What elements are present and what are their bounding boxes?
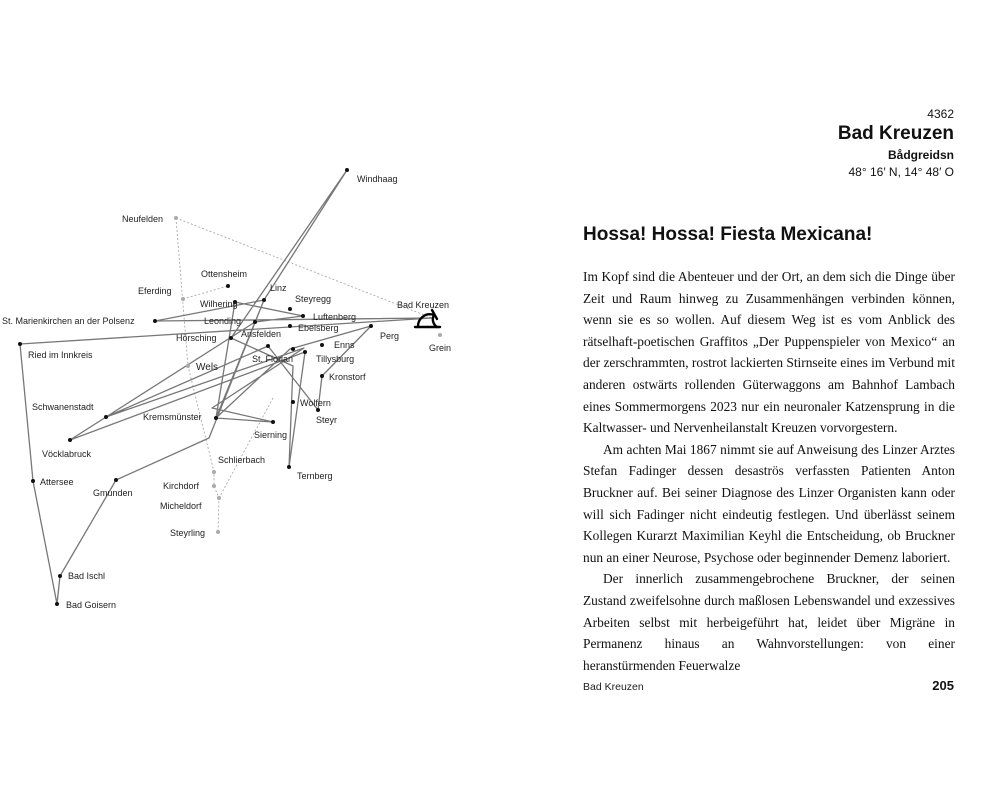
label-badischl: Bad Ischl	[68, 571, 106, 581]
marker-voecklabruck	[68, 438, 72, 442]
dialect-name: Bådgreidsn	[887, 148, 954, 162]
marker-kirchdorf	[212, 484, 216, 488]
label-micheldorf: Micheldorf	[160, 501, 202, 511]
marker-tillysburg	[303, 350, 307, 354]
marker-windhaag	[345, 168, 349, 172]
label-grein: Grein	[429, 343, 452, 353]
label-linz: Linz	[270, 283, 287, 293]
label-gmunden: Gmunden	[93, 488, 133, 498]
label-steyrling: Steyrling	[170, 528, 206, 538]
marker-badgoisern	[55, 602, 59, 606]
paragraph: Am achten Mai 1867 nimmt sie auf Anweisung des Linzer Arztes Stefan Fadinger dessen desaströs verfassten Patienten Anton Bruckner auf. Bei seiner Diagnose des Linzer Organisten kann oder will sich Fadinger nicht eindeutig festlegen. Und überlässt seinem Kollegen Kurarzt Maximilian Keyhl die Entscheidung, ob Bruckner nun an einer Neurose, Psychose oder beginnender Demenz laboriert.	[583, 441, 955, 565]
running-head: Bad Kreuzen	[583, 681, 644, 693]
marker-sierning	[271, 420, 275, 424]
marker-steyr	[316, 408, 320, 412]
label-kronstorf: Kronstorf	[329, 372, 366, 382]
label-sierning: Sierning	[254, 430, 288, 440]
label-kremsmuenster: Kremsmünster	[143, 412, 202, 422]
postal-code: 4362	[927, 107, 954, 121]
label-ried: Ried im Innkreis	[28, 350, 93, 360]
label-wolfern: Wolfern	[300, 398, 331, 408]
marker-enns	[320, 343, 324, 347]
label-kirchdorf: Kirchdorf	[163, 481, 200, 491]
marker-wolfern	[291, 400, 295, 404]
label-badkreuzen: Bad Kreuzen	[397, 300, 450, 310]
marker-steyregg	[288, 307, 292, 311]
marker-ried	[18, 342, 22, 346]
label-wilhering: Wilhering	[200, 299, 238, 309]
main-route-line	[20, 170, 432, 604]
label-eferding: Eferding	[138, 286, 172, 296]
marker-ottensheim	[226, 284, 230, 288]
article-body	[583, 266, 955, 676]
marker-stmarienkirchen	[153, 319, 157, 323]
marker-kronstorf	[320, 374, 324, 378]
coordinates: 48° 16′ N, 14° 48′ O	[848, 165, 954, 179]
marker-ternberg	[287, 465, 291, 469]
dotted-route-eferding	[183, 286, 228, 299]
label-attersee: Attersee	[40, 477, 74, 487]
marker-gmunden	[114, 478, 118, 482]
label-schwanenstadt: Schwanenstadt	[32, 402, 94, 412]
label-steyr: Steyr	[316, 415, 338, 425]
label-steyregg: Steyregg	[295, 294, 332, 304]
label-tillysburg: Tillysburg	[316, 354, 355, 364]
label-ternberg: Ternberg	[297, 471, 333, 481]
marker-ebelsberg	[288, 324, 292, 328]
label-stmarienkirchen: St. Marienkirchen an der Polsenz	[2, 316, 135, 326]
label-leonding: Leonding	[204, 316, 242, 326]
place-name: Bad Kreuzen	[837, 123, 954, 144]
page-number: 205	[932, 678, 954, 693]
marker-badischl	[58, 574, 62, 578]
marker-hoersching	[229, 336, 233, 340]
article-title: Hossa! Hossa! Fiesta Mexicana!	[583, 224, 873, 245]
dotted-route-sierning-schlierbach	[219, 398, 273, 498]
label-luftenberg: Luftenberg	[313, 312, 357, 322]
marker-linz	[262, 298, 266, 302]
label-neufelden: Neufelden	[122, 214, 164, 224]
marker-kremsmuenster	[214, 416, 218, 420]
label-badgoisern: Bad Goisern	[66, 600, 117, 610]
paragraph: Der innerlich zusammengebrochene Bruckner, der seinen Zustand zweifelsohne durch maßlosen Lebenswandel und exzessives Arbeiten selbst mit herbeigeführt hat, leidet über Migräne in Permanenz hinaus an Wahnvorstellungen: von einer heranstürmenden Feuerwalze	[583, 571, 955, 673]
marker-steyrling	[216, 530, 220, 534]
label-ebelsberg: Ebelsberg	[298, 323, 339, 333]
marker-schwanenstadt	[104, 415, 108, 419]
marker-perg	[369, 324, 373, 328]
label-perg: Perg	[380, 331, 400, 341]
label-schlierbach: Schlierbach	[218, 455, 266, 465]
label-voecklabruck: Vöcklabruck	[42, 449, 92, 459]
marker-schlierbach	[212, 470, 216, 474]
paragraph: Im Kopf sind die Abenteuer und der Ort, an dem sich die Dinge über Zeit und Raum hinweg zu Zusammenhängen verbinden können, wenn sie es so wollen. Auf diesem Weg ist es vom Anblick des rätselhaft-poetischen Graffitos „Der Puppenspieler von Mexico“ an der zerschrammten, rostrot lackierten Stirnseite eines im Verbund mit anderen ostwärts rollenden Güterwaggons am Bahnhof Lambach eines Sommermorgens 2023 nur ein neuronaler Katzensprung in die Kaltwasser- und Nervenheilanstalt Kreuzen vorvorgestern.	[583, 269, 955, 436]
label-wels: Wels	[196, 362, 219, 373]
marker-luftenberg	[301, 314, 305, 318]
label-ansfelden: Ansfelden	[241, 329, 282, 339]
marker-neufelden	[174, 216, 178, 220]
marker-wels	[186, 364, 190, 368]
marker-attersee	[31, 479, 35, 483]
label-enns: Enns	[334, 340, 355, 350]
label-hoersching: Hörsching	[176, 333, 217, 343]
label-ottensheim: Ottensheim	[201, 269, 248, 279]
marker-leonding	[253, 320, 257, 324]
marker-grein	[438, 333, 442, 337]
marker-micheldorf	[217, 496, 221, 500]
entry-header	[838, 106, 954, 180]
marker-eferding	[181, 297, 185, 301]
marker-ansfelden	[266, 344, 270, 348]
label-stflorian: St. Florian	[252, 354, 294, 364]
label-windhaag: Windhaag	[357, 174, 398, 184]
marker-stflorian	[291, 347, 295, 351]
